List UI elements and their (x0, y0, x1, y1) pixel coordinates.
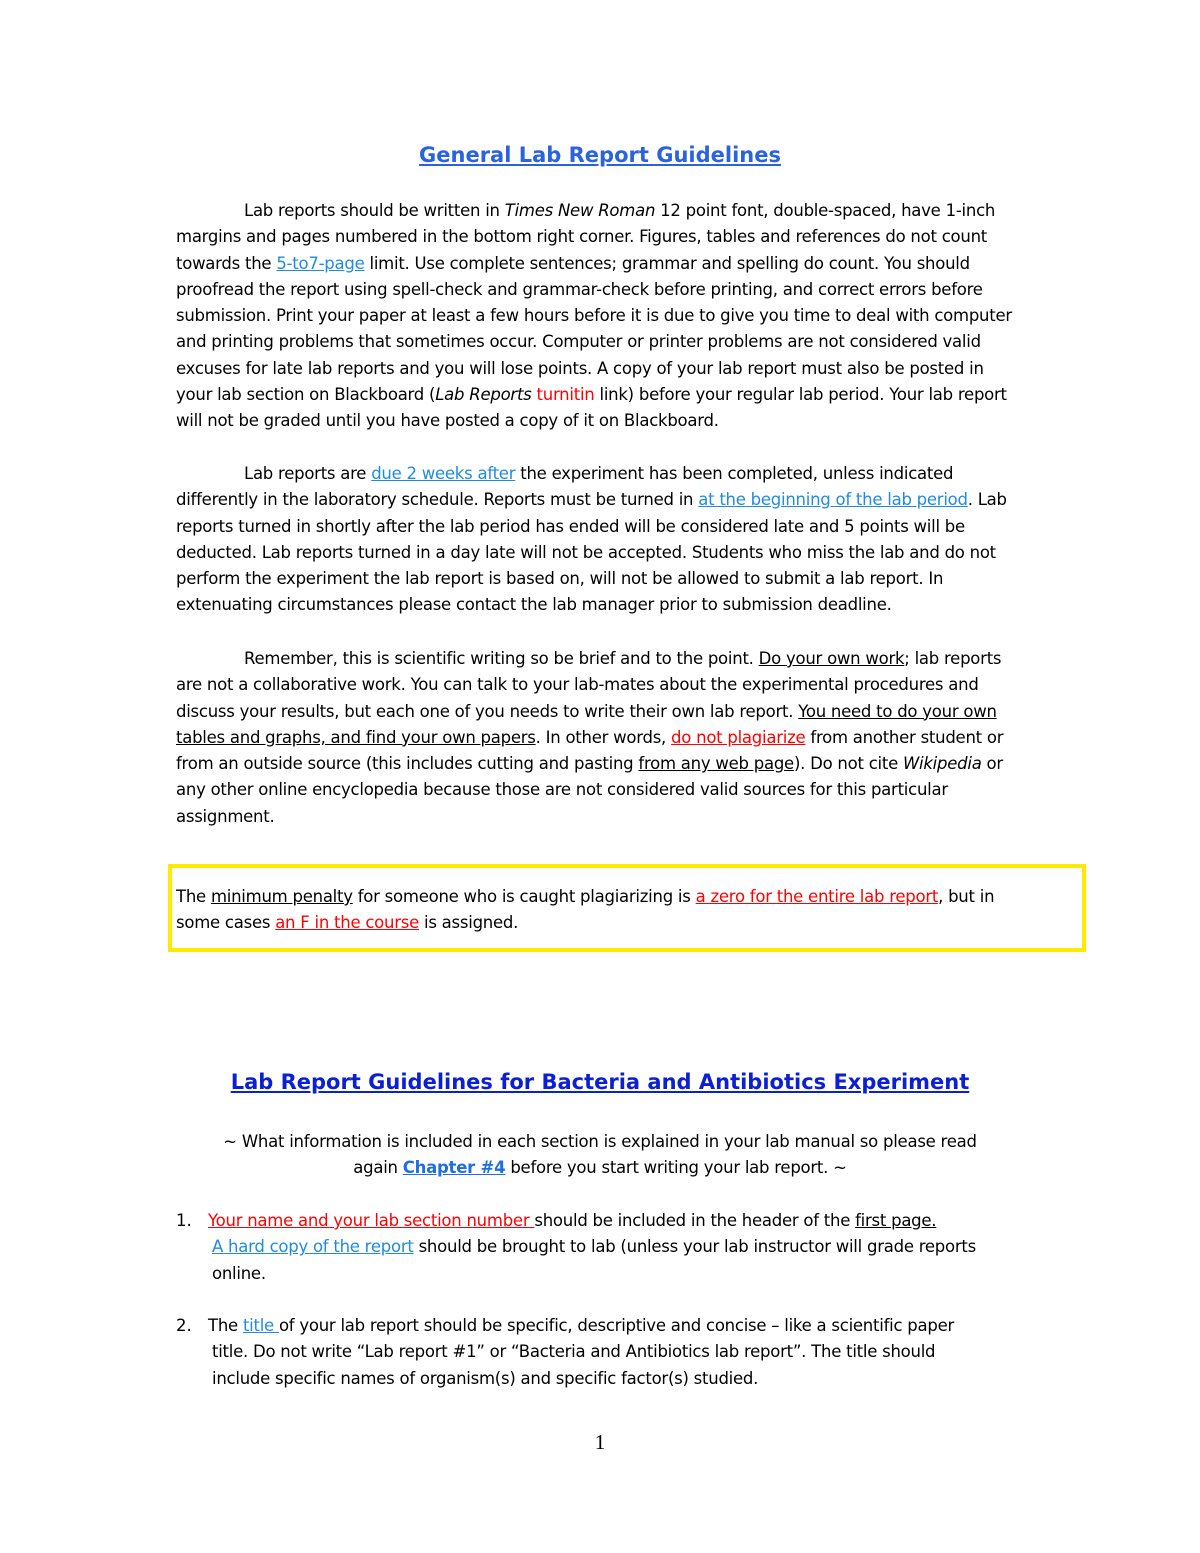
paragraph-deadlines: Lab reports are due 2 weeks after the experiment has been completed, unless indicated differently in the laboratory schedule. Reports must be turned in at the beginning of the lab period. Lab reports turned in shortly after the lab period has ended will be considered late and 5 points will be deducted. Lab reports turned in a day late will not be accepted. Students who miss the lab and do not perform the experiment the lab report is based on, will not be allowed to submit a lab report. In extenuating circumstances please contact the lab manager prior to submission deadline. (176, 464, 1007, 615)
general-guidelines-title: General Lab Report Guidelines (419, 143, 781, 167)
bacteria-guidelines-title: Lab Report Guidelines for Bacteria and Antibiotics Experiment (230, 1070, 970, 1094)
section2-intro: ~ What information is included in each section is explained in your lab manual so please read again Chapter #4 before you start writing your lab report. ~ (223, 1132, 977, 1178)
page-number: 1 (594, 1430, 606, 1454)
beginning-of-lab-link[interactable]: at the beginning of the lab period (698, 490, 968, 510)
paragraph-own-work: Remember, this is scientific writing so be brief and to the point. Do your own work; lab reports are not a collaborative work. You can talk to your lab-mates about the experimental procedures and discuss your results, but each one of you needs to write their own lab report. You need to do your own tables and graphs, and find your own papers. In other words, do not plagiarize from another student or from an outside source (this includes cutting and pasting from any web page). Do not cite Wikipedia or any other online encyclopedia because those are not considered valid sources for this particular assignment. (176, 649, 1004, 826)
item-1: Your name and your lab section number should be included in the header of the first page. A hard copy of the report should be brought to lab (unless your lab instructor will grade reports online. (208, 1211, 976, 1283)
hard-copy-link[interactable]: A hard copy of the report (212, 1237, 414, 1257)
title-link[interactable]: title (242, 1316, 279, 1335)
turnitin-link[interactable]: turnitin (536, 385, 595, 405)
item-2: The title of your lab report should be specific, descriptive and concise – like a scientific paper title. Do not write “Lab report #1” or “Bacteria and Antibiotics lab report”. The title should include specific names of organism(s) and specific factor(s) studied. (208, 1316, 955, 1388)
plagiarize-link[interactable]: do not plagiarize (671, 727, 806, 747)
font-name: Times New Roman (504, 201, 656, 220)
due-link[interactable]: due 2 weeks after (371, 464, 516, 483)
penalty-box (168, 864, 1086, 952)
item-2-number: 2. (176, 1316, 192, 1335)
chapter-link[interactable]: Chapter #4 (402, 1158, 506, 1178)
penalty-text: The minimum penalty for someone who is caught plagiarizing is a zero for the entire lab report, but in some cases an F in the course is assigned. (176, 887, 995, 933)
paragraph-format: Lab reports should be written in Times New Roman 12 point font, double-spaced, have 1-inch margins and pages numbered in the bottom right corner. Figures, tables and references do not count towards the 5-to7-page limit. Use complete sentences; grammar and spelling do count. You should proofread the report using spell-check and grammar-check before printing, and correct errors before submission. Print your paper at least a few hours before it is due to give you time to deal with computer and printing problems that sometimes occur. Computer or printer problems are not considered valid excuses for late lab reports and you will lose points. A copy of your lab report must also be posted in your lab section on Blackboard (Lab Reports turnitin link) before your regular lab period. Your lab report will not be graded until you have posted a copy of it on Blackboard. (176, 201, 1012, 431)
page-limit-link[interactable]: 5-to7-page (276, 253, 365, 273)
item-1-number: 1. (176, 1211, 192, 1230)
